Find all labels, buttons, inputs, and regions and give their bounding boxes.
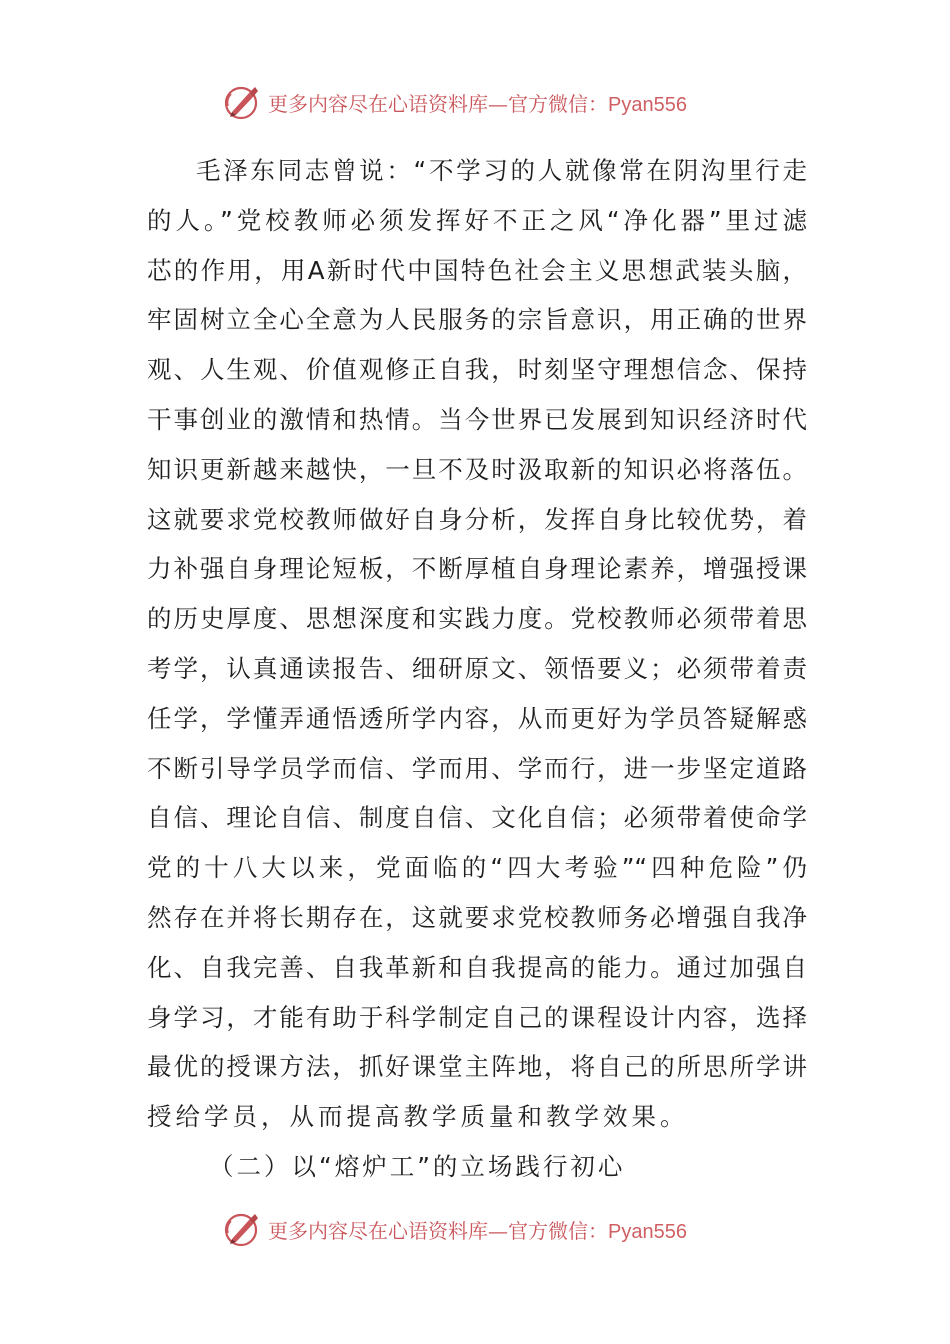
- paragraph-line: 自信、理论自信、制度自信、文化自信；必须带着使命学: [147, 803, 807, 833]
- watermark-account-label: 官方微信：: [508, 1218, 608, 1243]
- paragraph-line: 观、人生观、价值观修正自我，时刻坚守理想信念、保持: [147, 355, 807, 385]
- paragraph-line: 的历史厚度、思想深度和实践力度。党校教师必须带着思: [147, 604, 807, 634]
- paragraph-line: 芯的作用，用A新时代中国特色社会主义思想武装头脑，: [147, 255, 807, 285]
- paragraph-line: 然存在并将长期存在，这就要求党校教师务必增强自我净: [147, 902, 807, 932]
- watermark-site-text: 更多内容尽在心语资料库: [268, 1218, 488, 1243]
- section-heading: （二）以“熔炉工”的立场践行初心: [209, 1151, 626, 1181]
- watermark-dash: —: [488, 91, 508, 116]
- paragraph-line: 牢固树立全心全意为人民服务的宗旨意识，用正确的世界: [147, 305, 807, 335]
- paragraph-line: 党的十八大以来，党面临的“四大考验”“四种危险”仍: [147, 853, 807, 883]
- paragraph-line: 干事创业的激情和热情。当今世界已发展到知识经济时代: [147, 404, 807, 434]
- watermark-text: [268, 1215, 687, 1244]
- paragraph-line: 力补强自身理论短板，不断厚植自身理论素养，增强授课: [147, 554, 807, 584]
- footer-watermark: [222, 1207, 742, 1251]
- paragraph-line: 授给学员，从而提高教学质量和教学效果。: [147, 1102, 689, 1132]
- header-watermark: [222, 80, 742, 124]
- watermark-account-label: 官方微信：: [508, 91, 608, 116]
- paragraph-line: 身学习，才能有助于科学制定自己的课程设计内容，选择: [147, 1002, 807, 1032]
- watermark-dash: —: [488, 1218, 508, 1243]
- watermark-account-handle: Pyan556: [608, 1220, 687, 1243]
- paragraph-line: 的人。”党校教师必须发挥好不正之风“净化器”里过滤: [147, 205, 807, 235]
- watermark-text: [268, 88, 687, 117]
- paragraph-line: 最优的授课方法，抓好课堂主阵地，将自己的所思所学讲: [147, 1052, 807, 1082]
- paragraph-line: 这就要求党校教师做好自身分析，发挥自身比较优势，着: [147, 504, 807, 534]
- paragraph-line: 知识更新越来越快，一旦不及时汲取新的知识必将落伍。: [147, 454, 807, 484]
- watermark-site-text: 更多内容尽在心语资料库: [268, 91, 488, 116]
- paragraph-line: 考学，认真通读报告、细研原文、领悟要义；必须带着责: [147, 653, 807, 683]
- paragraph-line: 任学，学懂弄通悟透所学内容，从而更好为学员答疑解惑: [147, 703, 807, 733]
- paragraph-line: 毛泽东同志曾说：“不学习的人就像常在阴沟里行走: [196, 156, 807, 185]
- paragraph-line: 化、自我完善、自我革新和自我提高的能力。通过加强自: [147, 952, 807, 982]
- document-body: [147, 146, 807, 1192]
- pen-logo-icon: [222, 1209, 262, 1249]
- watermark-account-handle: Pyan556: [608, 93, 687, 116]
- pen-logo-icon: [222, 82, 262, 122]
- paragraph-line: 不断引导学员学而信、学而用、学而行，进一步坚定道路: [147, 753, 807, 783]
